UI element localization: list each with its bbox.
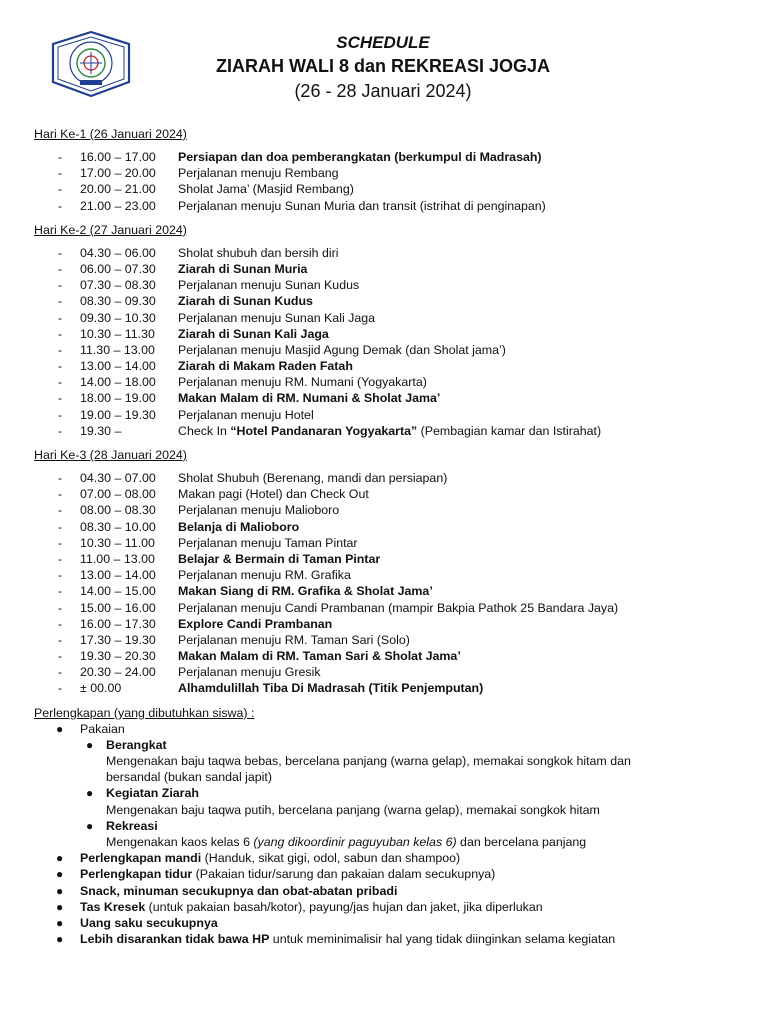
row-time: 08.00 – 08.30 [80, 503, 156, 518]
row-time: 21.00 – 23.00 [80, 198, 156, 213]
day2-list [34, 245, 749, 439]
schedule-row: - 13.00 – 14.00 Perjalanan menuju RM. Grafika [34, 567, 749, 583]
row-time: 11.30 – 13.00 [80, 342, 155, 357]
list-item [34, 899, 749, 915]
row-time: ± 00.00 [80, 681, 122, 696]
schedule-row: - 09.30 – 10.30 Perjalanan menuju Sunan Kali Jaga [34, 310, 749, 326]
checkin-suffix: (Pembagian kamar dan Istirahat) [417, 423, 602, 438]
row-time: 13.00 – 14.00 [80, 568, 156, 583]
mandi-label: Perlengkapan mandi [80, 851, 202, 866]
schedule-row: - 10.30 – 11.00 Perjalanan menuju Taman Pintar [34, 535, 749, 551]
row-time: 19.00 – 19.30 [80, 407, 156, 422]
schedule-row: - 14.00 – 18.00 Perjalanan menuju RM. Numani (Yogyakarta) [34, 374, 749, 390]
schedule-row: - 20.00 – 21.00 Sholat Jama’ (Masjid Rembang) [34, 181, 749, 197]
schedule-row: - 19.30 – 20.30 Makan Malam di RM. Taman Sari & Sholat Jama’ [34, 648, 749, 664]
row-time: 18.00 – 19.00 [80, 391, 156, 406]
schedule-row: - 08.30 – 10.00 Belanja di Malioboro [34, 519, 749, 535]
berangkat-label: Berangkat [106, 737, 167, 752]
tas-label: Tas Kresek [80, 899, 146, 914]
mandi-detail: (Handuk, sikat gigi, odol, sabun dan shampoo) [201, 851, 461, 866]
list-item [34, 931, 749, 947]
schedule-row: - 07.30 – 08.30 Perjalanan menuju Sunan Kudus [34, 277, 749, 293]
schedule-row: - 16.00 – 17.00 Persiapan dan doa pemberangkatan (berkumpul di Madrasah) [34, 149, 749, 165]
schedule-row: - 06.00 – 07.30 Ziarah di Sunan Muria [34, 261, 749, 277]
hp-detail: untuk meminimalisir hal yang tidak diinginkan selama kegiatan [269, 932, 616, 947]
schedule-row: - 04.30 – 06.00 Sholat shubuh dan bersih diri [34, 245, 749, 261]
day2-heading: Hari Ke-2 (27 Januari 2024) [34, 222, 187, 237]
row-time: 10.30 – 11.00 [80, 535, 155, 550]
row-activity: Perjalanan menuju Sunan Muria dan transit (istrihat di penginapan) [178, 198, 546, 213]
schedule-row: - 04.30 – 07.00 Sholat Shubuh (Berenang, mandi dan persiapan) [34, 470, 749, 486]
row-activity: Ziarah di Sunan Kali Jaga [178, 326, 329, 341]
pakaian-label: Pakaian [80, 721, 125, 736]
document-header [150, 32, 616, 103]
day1-heading: Hari Ke-1 (26 Januari 2024) [34, 127, 187, 141]
bullet-icon: ● [56, 851, 64, 866]
schedule-row: - 11.30 – 13.00 Perjalanan menuju Masjid Agung Demak (dan Sholat jama’) [34, 342, 749, 358]
equipment-list [34, 721, 749, 948]
row-activity: Perjalanan menuju RM. Grafika [178, 568, 351, 583]
school-logo [50, 30, 132, 98]
schedule-row: - 13.00 – 14.00 Ziarah di Makam Raden Fatah [34, 358, 749, 374]
schedule-row: - 15.00 – 16.00 Perjalanan menuju Candi Prambanan (mampir Bakpia Pathok 25 Bandara Jaya) [34, 600, 749, 616]
sub-list-item [34, 737, 749, 753]
schedule-content [34, 126, 749, 947]
bullet-icon: ● [86, 818, 94, 833]
list-item [34, 915, 749, 931]
row-activity: Perjalanan menuju Masjid Agung Demak (dan Sholat jama’) [178, 342, 506, 357]
ziarah-label: Kegiatan Ziarah [106, 786, 199, 801]
rekreasi-desc-italic: (yang dikoordinir paguyuban kelas 6) [253, 835, 457, 850]
schedule-row: - 14.00 – 15.00 Makan Siang di RM. Grafika & Sholat Jama’ [34, 583, 749, 599]
row-time: 04.30 – 07.00 [80, 471, 156, 485]
row-time: 14.00 – 15.00 [80, 584, 156, 599]
schedule-row: - 21.00 – 23.00 Perjalanan menuju Sunan Muria dan transit (istrihat di penginapan) [34, 198, 749, 214]
uang-label: Uang saku secukupnya [80, 916, 218, 931]
ziarah-desc: Mengenakan baju taqwa putih, bercelana panjang (warna gelap), memakai songkok hitam [106, 802, 600, 817]
row-activity: Makan Siang di RM. Grafika & Sholat Jama’ [178, 584, 433, 599]
row-time: 16.00 – 17.30 [80, 616, 156, 631]
row-activity: Alhamdulillah Tiba Di Madrasah (Titik Penjemputan) [178, 681, 484, 696]
schedule-row: - 19.30 – Check In “Hotel Pandanaran Yogyakarta” (Pembagian kamar dan Istirahat) [34, 423, 749, 439]
row-activity: Perjalanan menuju Sunan Kudus [178, 278, 360, 293]
snack-label: Snack, minuman secukupnya dan obat-abatan pribadi [80, 883, 398, 898]
row-activity: Ziarah di Makam Raden Fatah [178, 359, 353, 374]
bullet-icon: ● [56, 721, 64, 736]
row-time: 19.30 – 20.30 [80, 649, 156, 664]
row-activity: Ziarah di Sunan Muria [178, 261, 308, 276]
row-activity: Perjalanan menuju Gresik [178, 665, 321, 680]
tas-detail: (untuk pakaian basah/kotor), payung/jas hujan dan jaket, jika diperlukan [145, 899, 543, 914]
schedule-label: SCHEDULE [336, 33, 430, 52]
document-dates: (26 - 28 Januari 2024) [294, 81, 472, 101]
bullet-icon: ● [56, 899, 64, 914]
row-time: 10.30 – 11.30 [80, 326, 155, 341]
rekreasi-desc-pre: Mengenakan kaos kelas 6 [106, 835, 254, 850]
schedule-row: - 20.30 – 24.00 Perjalanan menuju Gresik [34, 664, 749, 680]
tidur-detail: (Pakaian tidur/sarung dan pakaian dalam secukupnya) [192, 867, 496, 882]
row-activity: Sholat Shubuh (Berenang, mandi dan persiapan) [178, 471, 448, 485]
hp-label: Lebih disarankan tidak bawa HP [80, 932, 270, 947]
row-activity: Sholat shubuh dan bersih diri [178, 245, 339, 260]
school-seal-icon [50, 30, 132, 98]
berangkat-desc-1: Mengenakan baju taqwa bebas, bercelana panjang (warna gelap), memakai songkok hitam dan [106, 754, 631, 769]
sub-list-item [34, 785, 749, 801]
row-activity: Perjalanan menuju Hotel [178, 407, 314, 422]
row-time: 20.00 – 21.00 [80, 182, 156, 197]
row-time: 17.30 – 19.30 [80, 632, 156, 647]
tidur-label: Perlengkapan tidur [80, 867, 193, 882]
bullet-icon: ● [56, 916, 64, 931]
rekreasi-label: Rekreasi [106, 818, 158, 833]
schedule-row: - 18.00 – 19.00 Makan Malam di RM. Numani & Sholat Jama’ [34, 390, 749, 406]
document-title: ZIARAH WALI 8 dan REKREASI JOGJA [215, 56, 551, 76]
list-item [34, 866, 749, 882]
row-activity: Perjalanan menuju Candi Prambanan (mampir Bakpia Pathok 25 Bandara Jaya) [178, 600, 619, 615]
row-activity: Explore Candi Prambanan [178, 616, 333, 631]
schedule-row: - 19.00 – 19.30 Perjalanan menuju Hotel [34, 407, 749, 423]
schedule-row: - 16.00 – 17.30 Explore Candi Prambanan [34, 616, 749, 632]
row-time: 08.30 – 09.30 [80, 294, 156, 309]
row-time: 11.00 – 13.00 [80, 551, 155, 566]
row-activity: Makan Malam di RM. Numani & Sholat Jama’ [178, 391, 441, 406]
row-activity: Makan pagi (Hotel) dan Check Out [178, 487, 369, 502]
day3-list [34, 470, 749, 697]
equipment-heading: Perlengkapan (yang dibutuhkan siswa) : [34, 705, 255, 720]
row-activity: Sholat Jama’ (Masjid Rembang) [178, 182, 354, 197]
rekreasi-desc-post: dan bercelana panjang [456, 835, 587, 850]
row-activity: Persiapan dan doa pemberangkatan (berkumpul di Madrasah) [178, 150, 542, 164]
bullet-icon: ● [56, 932, 64, 947]
schedule-row: - 08.00 – 08.30 Perjalanan menuju Malioboro [34, 502, 749, 518]
bullet-icon: ● [86, 737, 94, 752]
row-activity: Belanja di Malioboro [178, 519, 300, 534]
row-activity: Ziarah di Sunan Kudus [178, 294, 313, 309]
bullet-icon: ● [56, 867, 64, 882]
schedule-row: - 07.00 – 08.00 Makan pagi (Hotel) dan Check Out [34, 486, 749, 502]
row-time: 19.30 – [80, 423, 122, 438]
row-time: 13.00 – 14.00 [80, 359, 156, 374]
row-time: 15.00 – 16.00 [80, 600, 156, 615]
row-time: 17.00 – 20.00 [80, 166, 156, 181]
row-time: 20.30 – 24.00 [80, 665, 156, 680]
schedule-row: - 11.00 – 13.00 Belajar & Bermain di Taman Pintar [34, 551, 749, 567]
hotel-name: “Hotel Pandanaran Yogyakarta” [230, 423, 418, 438]
list-item [34, 883, 749, 899]
row-time: 06.00 – 07.30 [80, 261, 156, 276]
schedule-row: - 10.30 – 11.30 Ziarah di Sunan Kali Jaga [34, 326, 749, 342]
row-time: 07.00 – 08.00 [80, 487, 156, 502]
row-activity: Perjalanan menuju RM. Taman Sari (Solo) [178, 632, 410, 647]
row-time: 08.30 – 10.00 [80, 519, 156, 534]
sub-list-item [34, 818, 749, 834]
day3-heading: Hari Ke-3 (28 Januari 2024) [34, 448, 187, 462]
day1-list [34, 149, 749, 214]
list-item [34, 850, 749, 866]
rekreasi-desc [34, 834, 749, 850]
list-item [34, 721, 749, 737]
schedule-row: - ± 00.00 Alhamdulillah Tiba Di Madrasah (Titik Penjemputan) [34, 680, 749, 696]
schedule-row: - 17.00 – 20.00 Perjalanan menuju Rembang [34, 165, 749, 181]
schedule-row: - 08.30 – 09.30 Ziarah di Sunan Kudus [34, 293, 749, 309]
checkin-prefix: Check In [178, 423, 231, 438]
row-time: 16.00 – 17.00 [80, 150, 156, 164]
row-time: 07.30 – 08.30 [80, 278, 156, 293]
row-activity [178, 423, 749, 439]
row-activity: Perjalanan menuju Rembang [178, 166, 339, 181]
row-time: 09.30 – 10.30 [80, 310, 156, 325]
row-activity: Makan Malam di RM. Taman Sari & Sholat Jama’ [178, 649, 461, 664]
row-time: 14.00 – 18.00 [80, 375, 156, 390]
row-activity: Perjalanan menuju Malioboro [178, 503, 340, 518]
bullet-icon: ● [56, 883, 64, 898]
row-activity: Perjalanan menuju Sunan Kali Jaga [178, 310, 376, 325]
row-activity: Perjalanan menuju Taman Pintar [178, 535, 358, 550]
bullet-icon: ● [86, 786, 94, 801]
row-activity: Belajar & Bermain di Taman Pintar [178, 551, 381, 566]
row-activity: Perjalanan menuju RM. Numani (Yogyakarta) [178, 375, 427, 390]
berangkat-desc-2: bersandal (bukan sandal japit) [106, 770, 273, 785]
row-time: 04.30 – 06.00 [80, 245, 156, 260]
schedule-row: - 17.30 – 19.30 Perjalanan menuju RM. Taman Sari (Solo) [34, 632, 749, 648]
